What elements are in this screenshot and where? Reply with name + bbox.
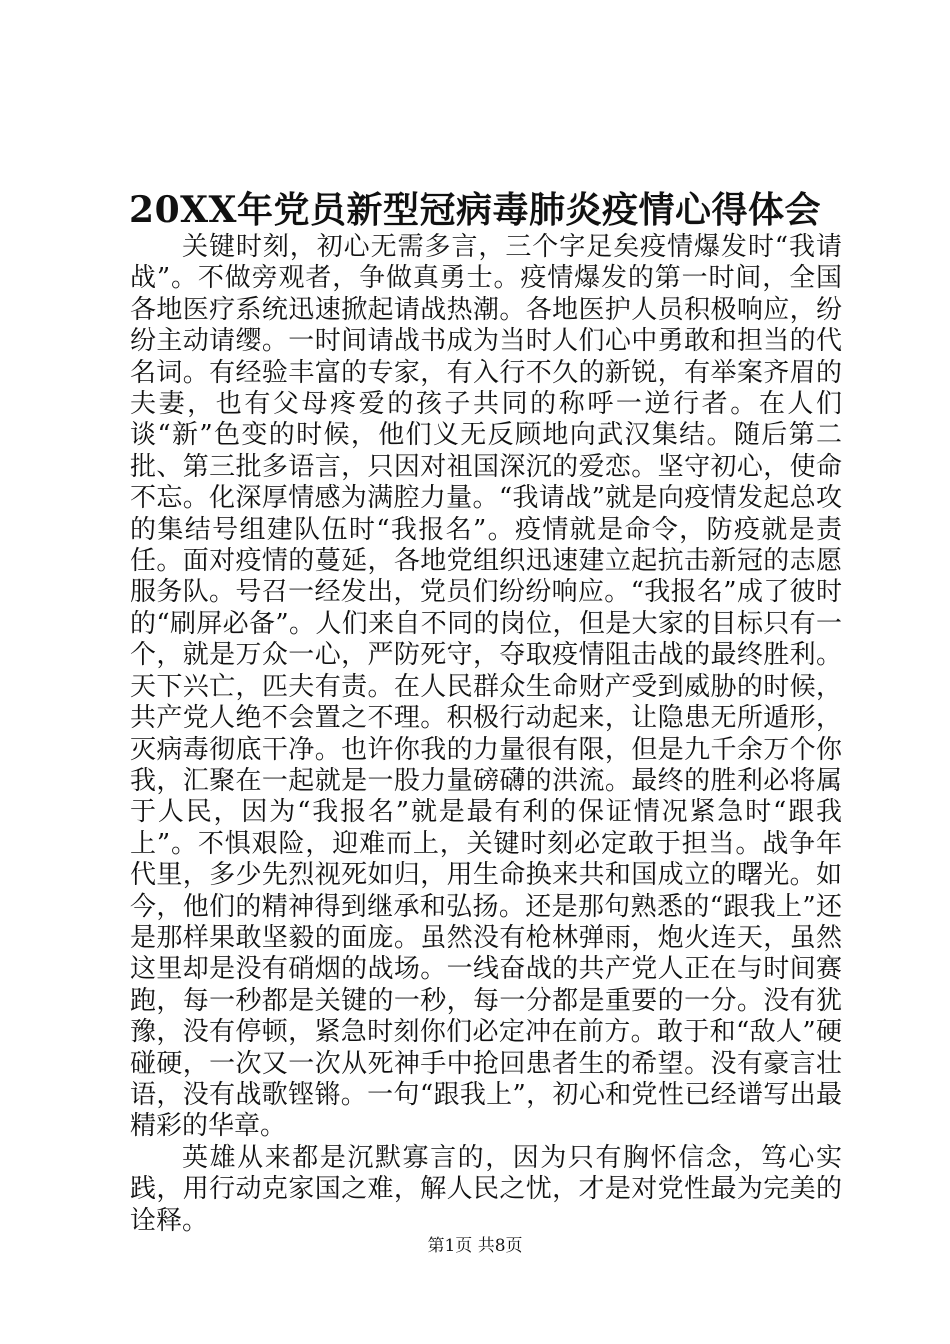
paragraph: 英雄从来都是沉默寡言的，因为只有胸怀信念，笃心实践，用行动克家国之难，解人民之忧，才是对党性最为完美的诠释。 [130,1142,842,1236]
document-body [130,232,842,1237]
paragraph: 关键时刻，初心无需多言，三个字足矣疫情爆发时“我请战”。不做旁观者，争做真勇士。疫情爆发的第一时间，全国各地医疗系统迅速掀起请战热潮。各地医护人员积极响应，纷纷主动请缨。一时间请战书成为当时人们心中勇敢和担当的代名词。有经验丰富的专家，有入行不久的新锐，有举案齐眉的夫妻，也有父母疼爱的孩子共同的称呼一逆行者。在人们谈“新”色变的时候，他们义无反顾地向武汉集结。随后第二批、第三批多语言，只因对祖国深沉的爱恋。坚守初心，使命不忘。化深厚情感为满腔力量。“我请战”就是向疫情发起总攻的集结号组建队伍时“我报名”。疫情就是命令，防疫就是责任。面对疫情的蔓延，各地党组织迅速建立起抗击新冠的志愿服务队。号召一经发出，党员们纷纷响应。“我报名”成了彼时的“刷屏必备”。人们来自不同的岗位，但是大家的目标只有一个，就是万众一心，严防死守，夺取疫情阻击战的最终胜利。天下兴亡，匹夫有责。在人民群众生命财产受到威胁的时候，共产党人绝不会置之不理。积极行动起来，让隐患无所遁形，灭病毒彻底干净。也许你我的力量很有限，但是九千余万个你我，汇聚在一起就是一股力量磅礴的洪流。最终的胜利必将属于人民，因为“我报名”就是最有利的保证情况紧急时“跟我上”。不惧艰险，迎难而上，关键时刻必定敢于担当。战争年代里，多少先烈视死如归，用生命换来共和国成立的曙光。如今，他们的精神得到继承和弘扬。还是那句熟悉的“跟我上”还是那样果敢坚毅的面庞。虽然没有枪林弹雨，炮火连天，虽然这里却是没有硝烟的战场。一线奋战的共产党人正在与时间赛跑，每一秒都是关键的一秒，每一分都是重要的一分。没有犹豫，没有停顿，紧急时刻你们必定冲在前方。敢于和“敌人”硬碰硬，一次又一次从死神手中抢回患者生的希望。没有豪言壮语，没有战歌铿锵。一句“跟我上”，初心和党性已经谱写出最精彩的华章。 [130,232,842,1142]
page-title: 20XX年党员新型冠病毒肺炎疫情心得体会 [129,189,821,231]
page-number-footer: 第1页 共8页 [427,1236,523,1256]
